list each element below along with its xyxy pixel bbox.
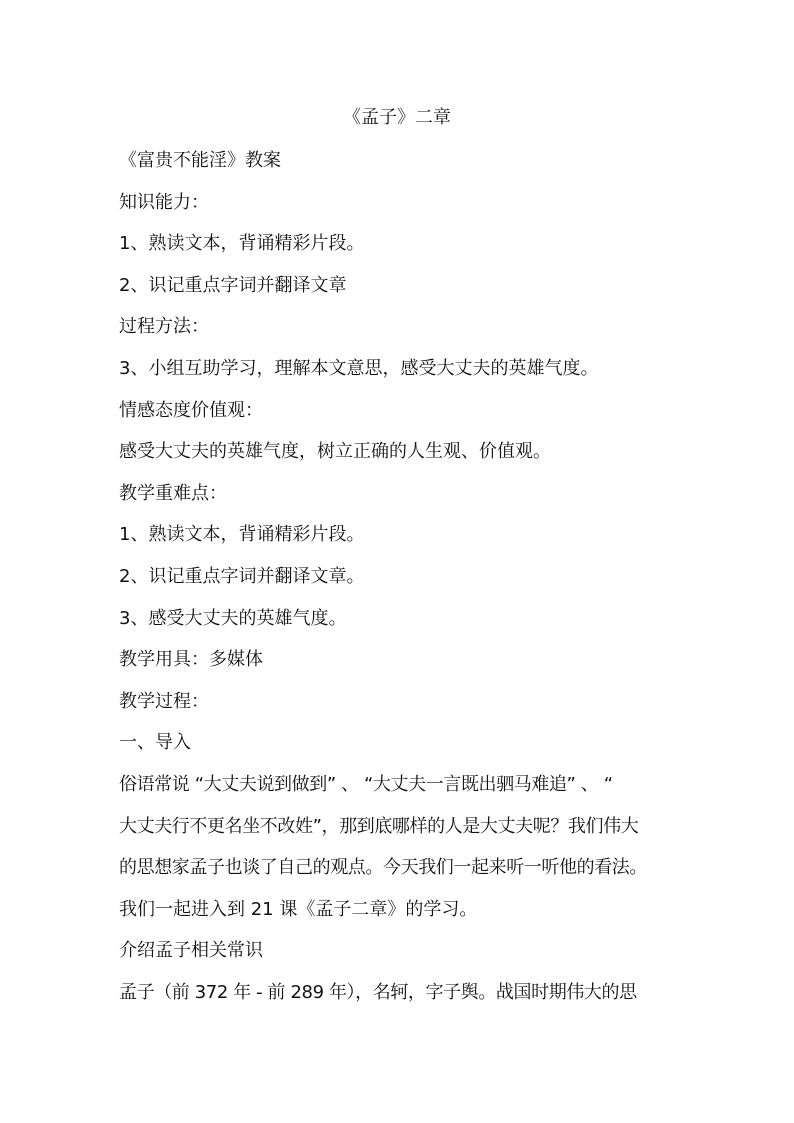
paragraph-line: 大丈夫行不更名坐不改姓”，那到底哪样的人是大丈夫呢？我们伟大: [119, 815, 639, 837]
subsection-heading-mencius: 介绍孟子相关常识: [119, 940, 263, 962]
section-heading-process: 过程方法：: [119, 316, 209, 338]
key-point-item: 2、识记重点字词并翻译文章。: [119, 565, 365, 587]
objective-item: 1、熟读文本，背诵精彩片段。: [119, 233, 365, 255]
objective-item: 2、识记重点字词并翻译文章: [119, 274, 347, 296]
key-point-item: 1、熟读文本，背诵精彩片段。: [119, 524, 365, 546]
objective-item: 3、小组互助学习，理解本文意思，感受大丈夫的英雄气度。: [119, 357, 599, 379]
lesson-plan-heading: 《富贵不能淫》教案: [119, 150, 281, 171]
paragraph-line: 俗语常说 “大丈夫说到做到” 、 “大丈夫一言既出驷马难追” 、 “: [119, 773, 613, 795]
teaching-tools: 教学用具：多媒体: [119, 649, 263, 671]
section-heading-key-points: 教学重难点：: [119, 482, 227, 504]
paragraph-line: 我们一起进入到 21 课《孟子二章》的学习。: [119, 898, 478, 920]
section-heading-knowledge: 知识能力：: [119, 191, 209, 213]
section-heading-values: 情感态度价值观：: [119, 399, 263, 421]
document-body: [119, 146, 689, 1019]
paragraph-line: 感受大丈夫的英雄气度，树立正确的人生观、价值观。: [119, 441, 551, 463]
paragraph-line: 孟子（前 372 年 - 前 289 年），名轲，字子舆。战国时期伟大的思: [119, 981, 637, 1003]
section-heading-procedure: 教学过程：: [119, 690, 209, 712]
paragraph-line: 的思想家孟子也谈了自己的观点。今天我们一起来听一听他的看法。: [119, 857, 647, 879]
key-point-item: 3、感受大丈夫的英雄气度。: [119, 607, 347, 629]
document-title: 《孟子》二章: [343, 107, 451, 128]
subsection-heading-introduction: 一、导入: [119, 732, 191, 754]
